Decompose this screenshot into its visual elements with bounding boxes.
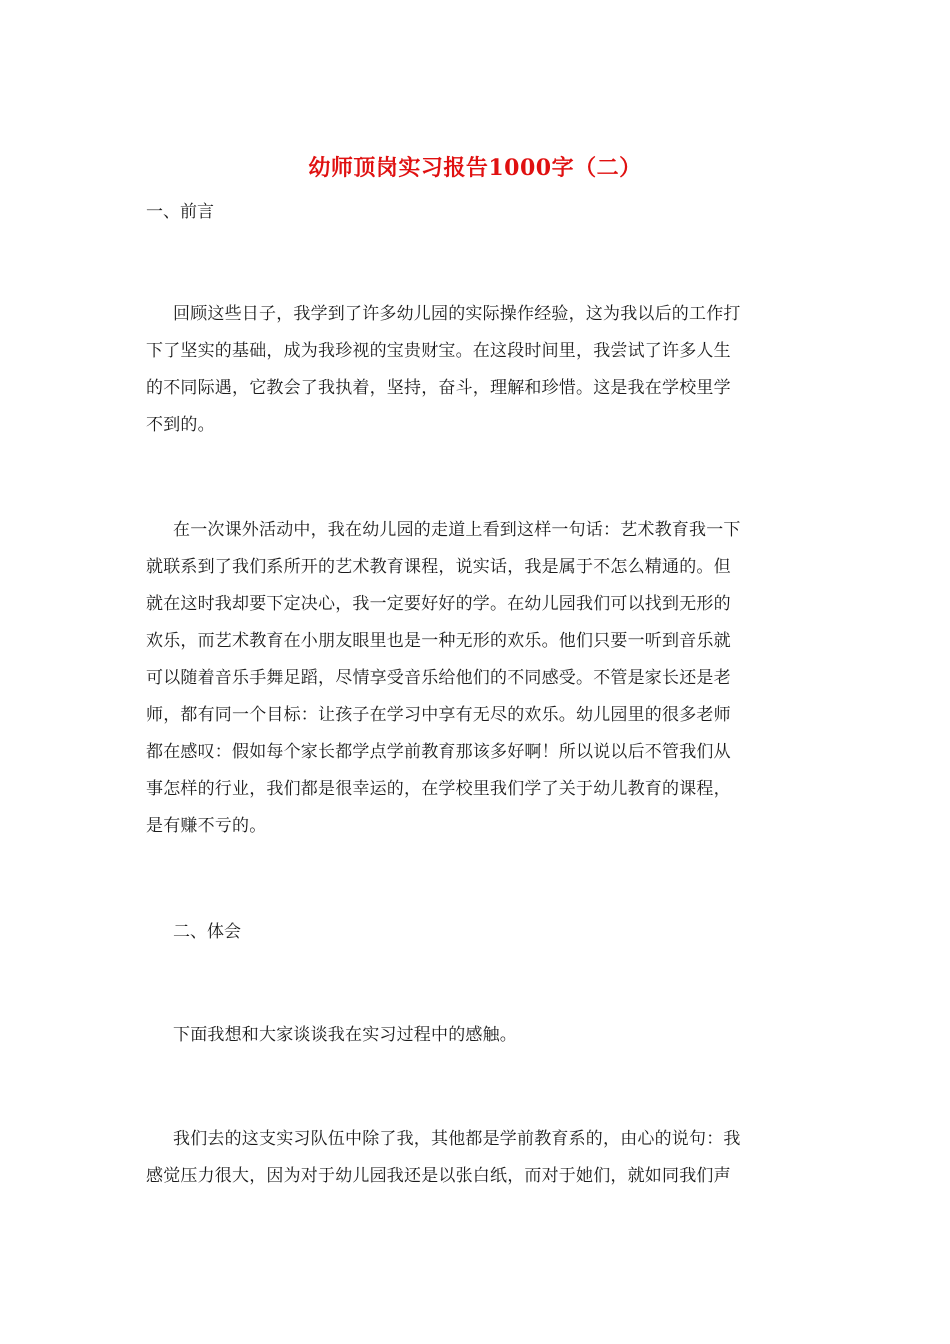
paragraph-line: 可以随着音乐手舞足蹈，尽情享受音乐给他们的不同感受。不管是家长还是老	[146, 668, 731, 688]
paragraph-line: 是有赚不亏的。	[146, 816, 267, 836]
paragraph-line: 都在感叹：假如每个家长都学点学前教育那该多好啊！所以说以后不管我们从	[146, 742, 731, 762]
paragraph-line: 师，都有同一个目标：让孩子在学习中享有无尽的欢乐。幼儿园里的很多老师	[146, 705, 731, 725]
paragraph-line: 下面我想和大家谈谈我在实习过程中的感触。	[173, 1025, 517, 1045]
paragraph-line: 感觉压力很大，因为对于幼儿园我还是以张白纸，而对于她们，就如同我们声	[146, 1166, 731, 1186]
paragraph-line: 下了坚实的基础，成为我珍视的宝贵财宝。在这段时间里，我尝试了许多人生	[146, 341, 731, 361]
paragraph-line: 回顾这些日子，我学到了许多幼儿园的实际操作经验，这为我以后的工作打	[173, 304, 741, 324]
paragraph-line: 就在这时我却要下定决心，我一定要好好的学。在幼儿园我们可以找到无形的	[146, 594, 731, 614]
section-heading-experience: 二、体会	[173, 922, 241, 942]
paragraph-line: 欢乐，而艺术教育在小朋友眼里也是一种无形的欢乐。他们只要一听到音乐就	[146, 631, 731, 651]
paragraph-line: 的不同际遇，它教会了我执着，坚持，奋斗，理解和珍惜。这是我在学校里学	[146, 378, 731, 398]
paragraph-line: 我们去的这支实习队伍中除了我，其他都是学前教育系的，由心的说句：我	[173, 1129, 741, 1149]
paragraph-line: 就联系到了我们系所开的艺术教育课程，说实话，我是属于不怎么精通的。但	[146, 557, 731, 577]
paragraph-line: 事怎样的行业，我们都是很幸运的，在学校里我们学了关于幼儿教育的课程，	[146, 779, 731, 799]
section-heading-preface: 一、前言	[146, 202, 214, 222]
document-title: 幼师顶岗实习报告1000字（二）	[308, 155, 642, 181]
paragraph-line: 不到的。	[146, 415, 215, 435]
paragraph-line: 在一次课外活动中，我在幼儿园的走道上看到这样一句话：艺术教育我一下	[173, 520, 741, 540]
